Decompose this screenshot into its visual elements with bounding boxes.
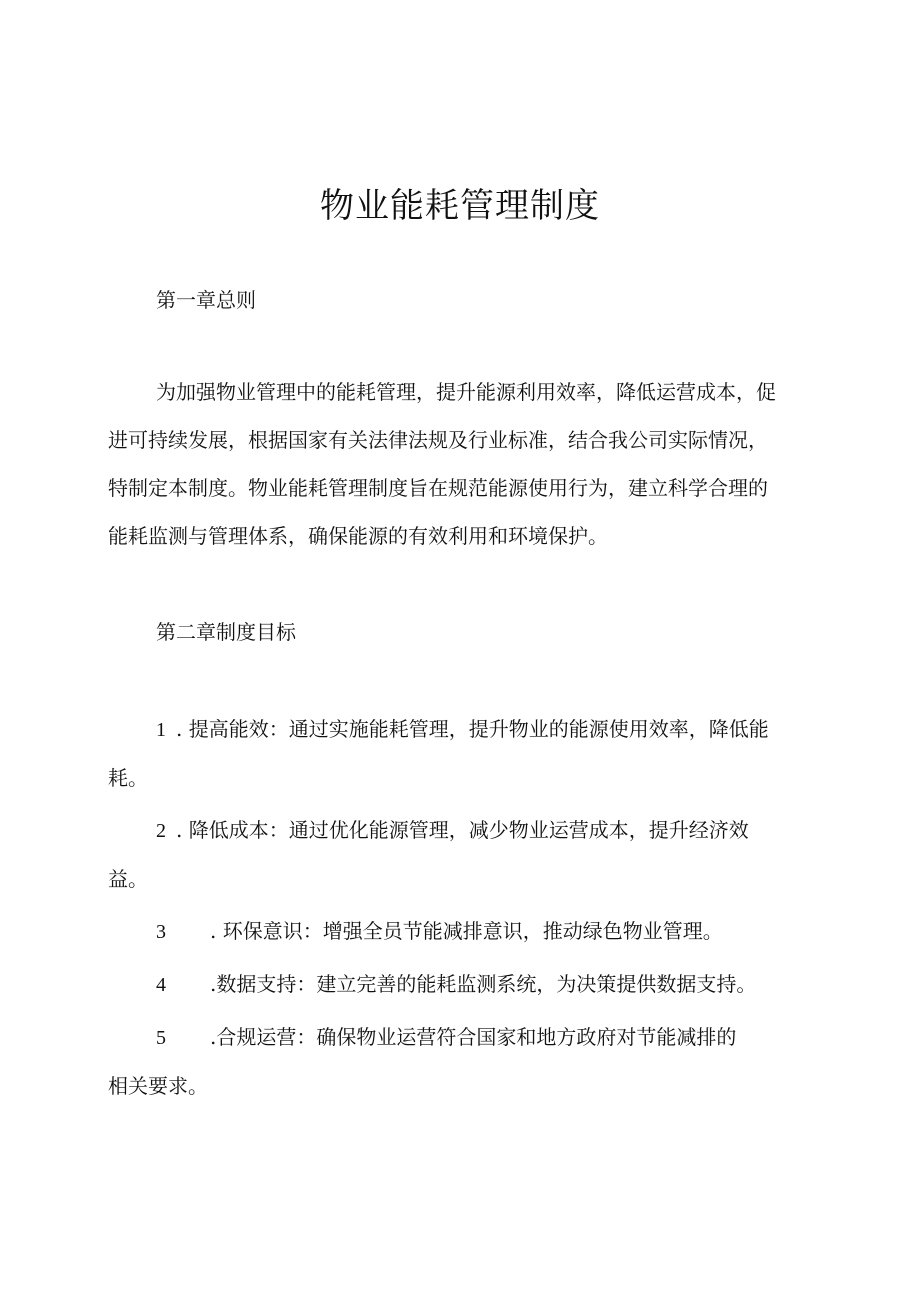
list-item <box>108 960 828 1009</box>
list-item <box>108 806 828 903</box>
list-item <box>108 907 828 956</box>
list-item <box>108 1013 828 1110</box>
list-item-line <box>108 705 828 754</box>
paragraph-line: 进可持续发展，根据国家有关法律法规及行业标准，结合我公司实际情况， <box>108 428 768 452</box>
chapter-1-paragraph <box>108 368 828 560</box>
list-item-line <box>108 1013 828 1062</box>
list-item-continuation: 益。 <box>108 867 148 891</box>
chapter-1-heading: 第一章总则 <box>156 288 256 312</box>
list-item-continuation: 相关要求。 <box>108 1074 208 1098</box>
list-item-line <box>108 907 828 956</box>
list-item-number: 5 <box>156 1027 166 1049</box>
list-item-line <box>108 806 828 855</box>
list-item-text: . 降低成本：通过优化能源管理，减少物业运营成本，提升经济效 <box>176 818 749 842</box>
objectives-list <box>108 705 828 1110</box>
list-item-number: 3 <box>156 921 166 943</box>
list-item-number: 2 <box>156 820 166 842</box>
paragraph-line: 特制定本制度。物业能耗管理制度旨在规范能源使用行为，建立科学合理的 <box>108 476 768 500</box>
list-item-text: .合规运营：确保物业运营符合国家和地方政府对节能减排的 <box>210 1025 737 1049</box>
list-item-text: . 环保意识：增强全员节能减排意识，推动绿色物业管理。 <box>210 919 723 943</box>
chapter-2-heading: 第二章制度目标 <box>156 620 296 644</box>
list-item-number: 1 <box>156 719 166 741</box>
paragraph-line: 为加强物业管理中的能耗管理，提升能源利用效率，降低运营成本，促 <box>156 380 776 404</box>
list-item-text: . 提高能效：通过实施能耗管理，提升物业的能源使用效率，降低能 <box>176 717 769 741</box>
paragraph-line: 能耗监测与管理体系，确保能源的有效利用和环境保护。 <box>108 524 608 548</box>
list-item-line <box>108 960 828 1009</box>
list-item-number: 4 <box>156 974 166 996</box>
document-title: 物业能耗管理制度 <box>320 186 600 226</box>
list-item <box>108 705 828 802</box>
list-item-text: .数据支持：建立完善的能耗监测系统，为决策提供数据支持。 <box>210 972 757 996</box>
list-item-continuation: 耗。 <box>108 766 148 790</box>
